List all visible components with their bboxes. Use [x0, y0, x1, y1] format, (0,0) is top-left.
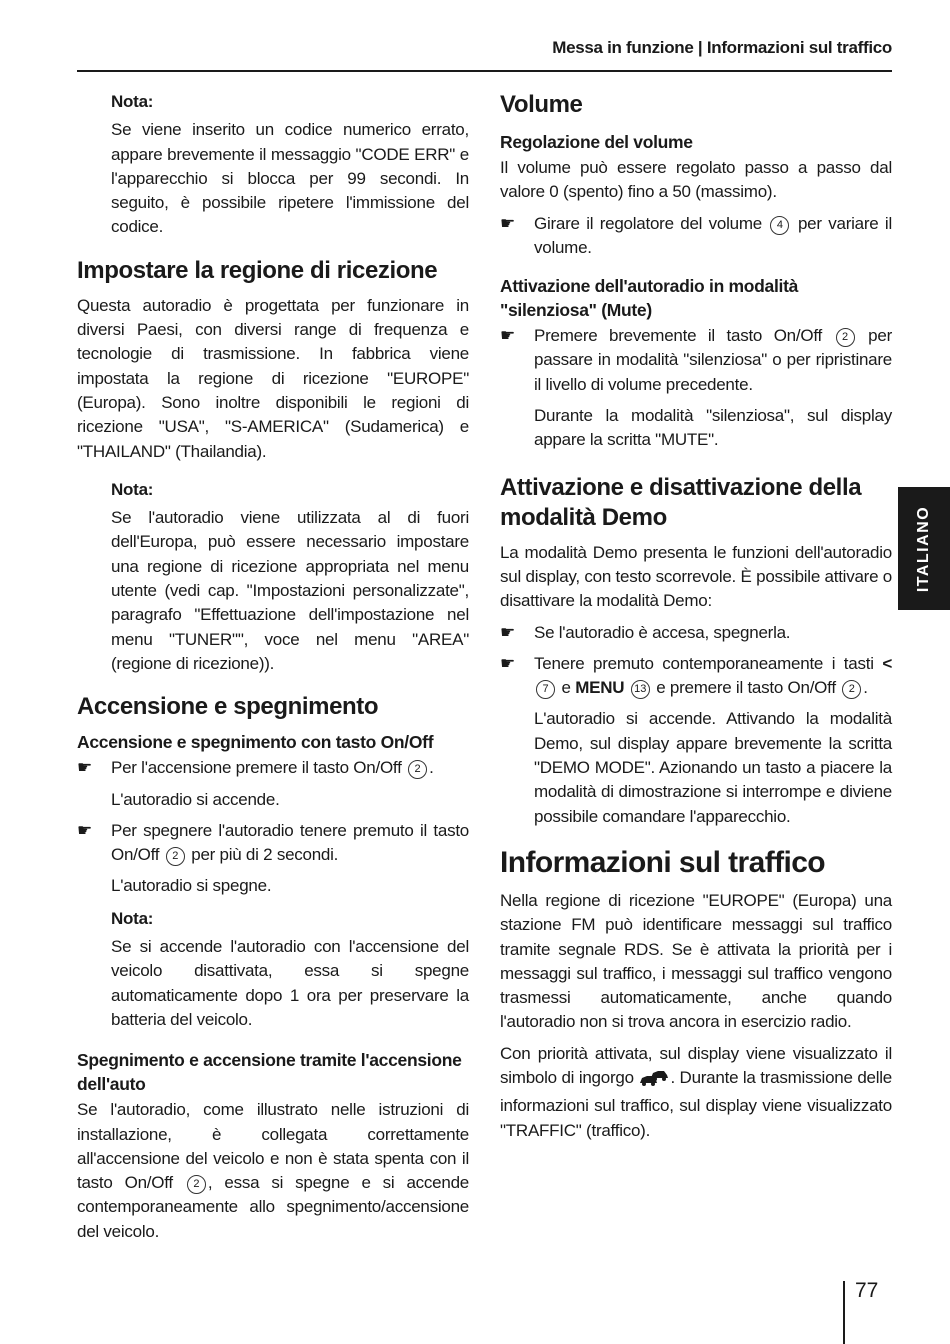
- key-number-badge: 2: [842, 680, 861, 699]
- instruction-demo-off: ☛ Se l'autoradio è accesa, spegnerla.: [500, 621, 892, 645]
- note-text: Se si accende l'autoradio con l'accensione del veicolo disattivata, essa si spegne automaticamente dopo 1 ora per preservare la batteria del veicolo.: [111, 937, 469, 1029]
- instruction-power-off: ☛ Per spegnere l'autoradio tenere premuto il tasto On/Off 2 per più di 2 secondi.: [77, 820, 469, 865]
- key-number-badge: 7: [536, 680, 555, 699]
- note-region: [111, 478, 469, 676]
- instruction-result: L'autoradio si accende.: [111, 789, 280, 809]
- subheading-volume-adjust: Regolazione del volume: [500, 132, 693, 152]
- page-number: 77: [855, 1279, 879, 1302]
- heading-demo: Attivazione e disattivazione della modalità Demo: [500, 473, 862, 531]
- note-code-error: [111, 90, 469, 240]
- instruction-volume: ☛ Girare il regolatore del volume 4 per variare il volume.: [500, 213, 892, 257]
- traffic-paragraph-1: Nella regione di ricezione "EUROPE" (Europa) una stazione FM può identificare messaggi sul traffico tramite segnale RDS. Se è attivata la priorità per i messaggi sul traffico, i messaggi sul traffico vengono trasmessi automaticamente, anche quando l'autoradio non si trova ancora in esercizio radio.: [500, 890, 892, 1032]
- demo-paragraph: La modalità Demo presenta le funzioni dell'autoradio sul display, con testo scorrevole. È possibile attivare o disattivare la modalità Demo:: [500, 542, 892, 611]
- back-key-symbol: <: [882, 653, 892, 673]
- note-title: Nota:: [111, 908, 154, 928]
- instruction-demo-keys: ☛ Tenere premuto contemporaneamente i tasti <7 e MENU 13 e premere il tasto On/Off 2 .: [500, 653, 892, 698]
- traffic-paragraph-2: Con priorità attivata, sul display viene visualizzato il simbolo di ingorgo . Durante la trasmissione delle informazioni sul traffico, sul display viene visualizzato "TRAFFIC" (traffico).: [500, 1043, 892, 1140]
- menu-key-label: MENU: [575, 678, 625, 698]
- subheading-ignition: Spegnimento e accensione tramite l'accensione dell'auto: [77, 1050, 462, 1095]
- note-title: Nota:: [111, 92, 154, 111]
- note-text: Se l'autoradio viene utilizzata al di fuori dell'Europa, può essere necessario impostare una regione di ricezione appropriata nel menu utente (vedi cap. "Impostazioni personalizzate", paragrafo "Effettuazione dell'impostazione nel menu "TUNER"", voce nel menu "AREA" (regione di ricezione)).: [111, 508, 469, 673]
- heading-traffic: Informazioni sul traffico: [500, 845, 826, 879]
- key-number-badge: 13: [631, 680, 650, 699]
- ignition-paragraph: Se l'autoradio, come illustrato nelle istruzioni di installazione, è collegata correttamente all'accensione del veicolo e non è stata spenta con il tasto On/Off 2 , essa si spegne e si accende contemporaneamente allo spegnimento/accensione del veicolo.: [77, 1100, 469, 1241]
- key-number-badge: 2: [408, 760, 427, 779]
- key-number-badge: 2: [166, 847, 185, 866]
- key-number-badge: 2: [836, 328, 855, 347]
- region-paragraph: Questa autoradio è progettata per funzionare in diversi Paesi, con diversi range di frequenza e tecnologie di trasmissione. In fabbrica viene impostata la regione di ricezione "EUROPE" (Europa). Sono inoltre disponibili le regioni di ricezione "USA", "S-AMERICA" (Sudamerica) e "THAILAND" (Thailandia).: [77, 295, 469, 461]
- subheading-mute: Attivazione dell'autoradio in modalità "silenziosa" (Mute): [500, 276, 799, 321]
- page-number-rule: [843, 1281, 845, 1344]
- pointing-hand-icon: ☛: [500, 622, 515, 642]
- instruction-mute: ☛ Premere brevemente il tasto On/Off 2 per passare in modalità "silenziosa" o per ripristinare il livello di volume precedente.: [500, 326, 892, 394]
- running-header: Messa in funzione | Informazioni sul traffico: [552, 38, 892, 57]
- pointing-hand-icon: ☛: [500, 326, 515, 346]
- heading-power: Accensione e spegnimento: [77, 693, 379, 721]
- volume-paragraph: Il volume può essere regolato passo a passo dal valore 0 (spento) fino a 50 (massimo).: [500, 158, 892, 202]
- instruction-result: L'autoradio si accende. Attivando la modalità Demo, sul display appare brevemente la scritta "DEMO MODE". Azionando un tasto a piacere la modalità di dimostrazione si interrompe e diviene possibile comandare l'apparecchio.: [534, 709, 892, 826]
- instruction-result: L'autoradio si spegne.: [111, 876, 272, 896]
- pointing-hand-icon: ☛: [500, 213, 515, 233]
- instruction-power-on: ☛ Per l'accensione premere il tasto On/Off 2 .: [77, 756, 469, 780]
- traffic-jam-icon: [638, 1067, 670, 1094]
- heading-volume: Volume: [500, 91, 583, 118]
- header-rule: [77, 70, 892, 72]
- right-column: [500, 90, 892, 1150]
- pointing-hand-icon: ☛: [500, 653, 515, 673]
- key-number-badge: 2: [187, 1175, 206, 1194]
- note-text: Se viene inserito un codice numerico errato, appare brevemente il messaggio "CODE ERR" e l'apparecchio si blocca per 99 secondi. In seguito, è possibile ripetere l'immissione del codice.: [111, 120, 469, 237]
- note-title: Nota:: [111, 479, 154, 499]
- pointing-hand-icon: ☛: [77, 758, 92, 778]
- note-auto-off: [111, 907, 469, 1032]
- left-column: [77, 90, 469, 1251]
- instruction-result: Durante la modalità "silenziosa", sul display appare la scritta "MUTE".: [534, 406, 892, 450]
- subheading-power-button: Accensione e spegnimento con tasto On/Off: [77, 732, 434, 753]
- heading-region: Impostare la regione di ricezione: [77, 256, 438, 284]
- language-tab: ITALIANO: [898, 487, 950, 610]
- pointing-hand-icon: ☛: [77, 820, 92, 840]
- key-number-badge: 4: [770, 216, 789, 235]
